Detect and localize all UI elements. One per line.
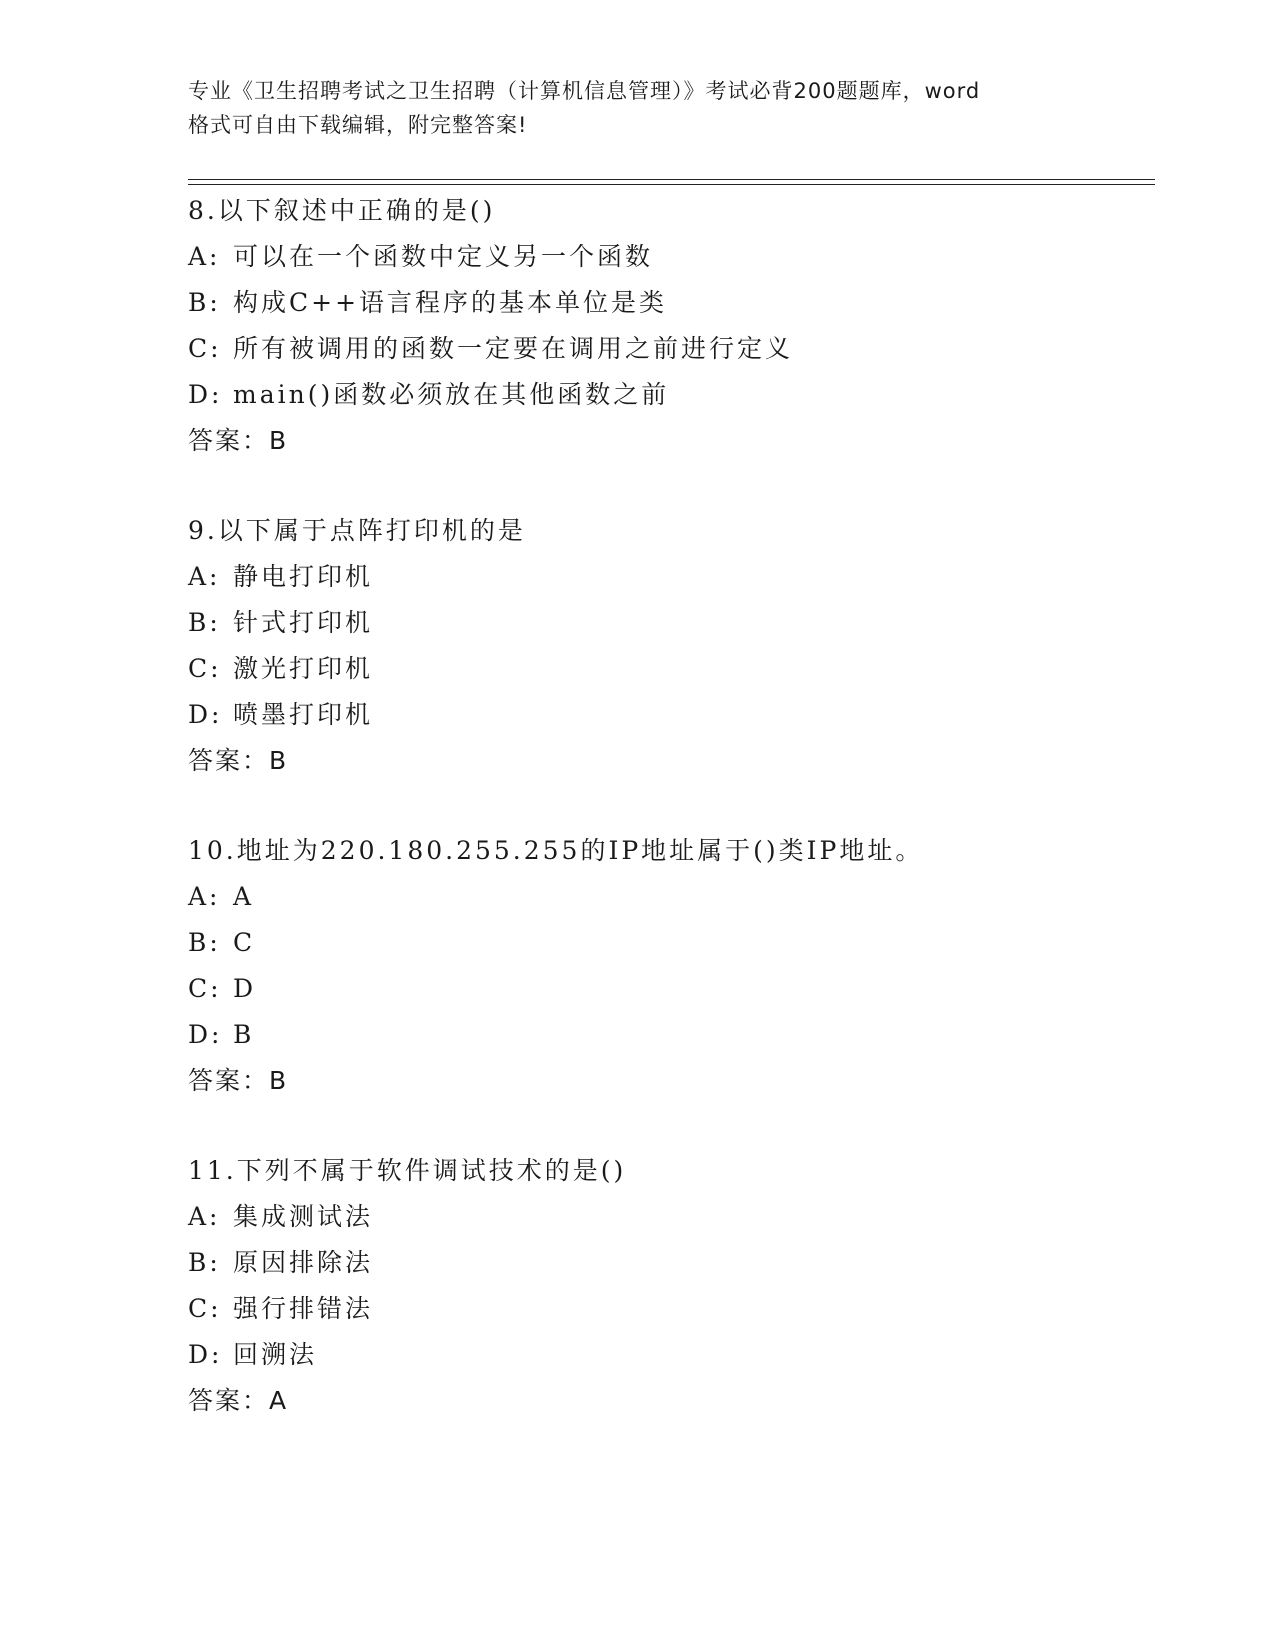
option-d — [188, 1012, 1148, 1058]
header-divider-bottom — [188, 184, 1155, 185]
question-11 — [188, 1148, 1148, 1424]
option-key: B: — [188, 928, 221, 957]
option-key: C: — [188, 1294, 222, 1323]
option-key: C: — [188, 334, 222, 363]
header-line-2: 格式可自由下载编辑，附完整答案! — [188, 113, 528, 137]
option-text: 强行排错法 — [233, 1294, 374, 1323]
option-c — [188, 966, 1148, 1012]
option-key: D: — [188, 700, 223, 729]
question-10 — [188, 828, 1148, 1104]
option-key: B: — [188, 1248, 221, 1277]
option-text: C — [233, 928, 256, 957]
option-text: D — [233, 974, 257, 1003]
question-stem: 10.地址为220.180.255.255的IP地址属于()类IP地址。 — [188, 836, 924, 865]
answer-label: 答案：B — [188, 1066, 289, 1095]
option-key: D: — [188, 1340, 223, 1369]
option-key: A: — [188, 242, 221, 271]
question-list — [188, 188, 1148, 1468]
header-divider-top — [188, 179, 1155, 180]
option-d — [188, 692, 1148, 738]
option-key: D: — [188, 1020, 223, 1049]
option-key: C: — [188, 974, 222, 1003]
option-key: D: — [188, 380, 223, 409]
answer-label: 答案：B — [188, 426, 289, 455]
option-text: main()函数必须放在其他函数之前 — [233, 380, 670, 409]
document-header — [188, 74, 1088, 142]
option-text: 构成C++语言程序的基本单位是类 — [233, 288, 668, 317]
option-a — [188, 1194, 1148, 1240]
option-text: 针式打印机 — [233, 608, 374, 637]
option-text: 激光打印机 — [233, 654, 374, 683]
option-a — [188, 554, 1148, 600]
option-text: B — [233, 1020, 255, 1049]
option-c — [188, 646, 1148, 692]
option-b — [188, 600, 1148, 646]
option-text: 可以在一个函数中定义另一个函数 — [233, 242, 654, 271]
answer-label: 答案：B — [188, 746, 289, 775]
option-text: 静电打印机 — [233, 562, 374, 591]
option-text: A — [233, 882, 255, 911]
option-b — [188, 1240, 1148, 1286]
question-8 — [188, 188, 1148, 464]
answer-label: 答案：A — [188, 1386, 289, 1415]
option-text: 原因排除法 — [233, 1248, 374, 1277]
option-key: A: — [188, 562, 221, 591]
option-d — [188, 372, 1148, 418]
question-9 — [188, 508, 1148, 784]
option-b — [188, 280, 1148, 326]
question-stem: 9.以下属于点阵打印机的是 — [188, 516, 526, 545]
option-text: 回溯法 — [233, 1340, 318, 1369]
option-key: C: — [188, 654, 222, 683]
option-key: A: — [188, 882, 221, 911]
question-stem: 8.以下叙述中正确的是() — [188, 196, 496, 225]
option-key: B: — [188, 608, 221, 637]
option-c — [188, 1286, 1148, 1332]
option-key: A: — [188, 1202, 221, 1231]
option-text: 集成测试法 — [233, 1202, 374, 1231]
option-a — [188, 234, 1148, 280]
option-c — [188, 326, 1148, 372]
option-b — [188, 920, 1148, 966]
option-text: 喷墨打印机 — [233, 700, 374, 729]
option-d — [188, 1332, 1148, 1378]
option-a — [188, 874, 1148, 920]
header-line-1: 专业《卫生招聘考试之卫生招聘（计算机信息管理）》考试必背200题题库，word — [188, 79, 981, 103]
question-stem: 11.下列不属于软件调试技术的是() — [188, 1156, 627, 1185]
option-key: B: — [188, 288, 221, 317]
option-text: 所有被调用的函数一定要在调用之前进行定义 — [233, 334, 794, 363]
